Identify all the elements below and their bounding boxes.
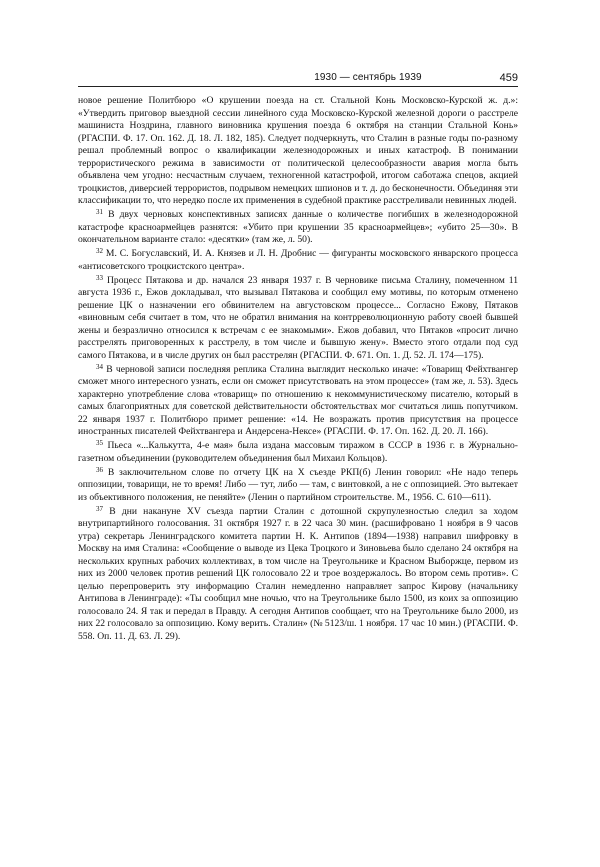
book-page <box>78 70 518 645</box>
endnote-continuation <box>78 95 518 208</box>
endnote <box>78 440 518 465</box>
endnote-text: В дни накануне XV съезда партии Сталин с дотошной скрупулезностью следил за ходом внутрипартийного голосования. 31 октября 1927 г. в 22 часа 30 мин. (расшифровано 1 ноября в 9 часов утра) секретарь Ленинградского комитета партии Н. К. Антипов (1894—1938) направил шифровку в Москву на имя Сталина: «Сообщение о выводе из Цека Троцкого и Зиновьева было сделано 24 октября на нескольких крупных рабочих коллективах, в том числе на Треугольнике и Красном Выборжце, первом из них из 2000 человек против решений ЦК голосовало 22 и трое воздержалось. Во втором семь против». С целью перепроверить эту информацию Сталин немедленно направляет запрос Кирову (начальнику Антипова в Ленинграде): «Ты сообщил мне ночью, что на Треугольнике было 1500, из коих за оппозицию голосовало 24. Я так и передал в Правду. А сегодня Антипов сообщает, что на Треугольнике было 2000, из них 22 голосовало за оппозицию. Кому верить. Сталин» (№ 5123/ш. 1 ноября. 17 час 10 мин.) (РГАСПИ. Ф. 558. Оп. 11. Д. 63. Л. 29). <box>78 505 518 642</box>
endnote-text: Пьеса «...Калькутта, 4-е мая» была издана массовым тиражом в СССР в 1936 г. в Журнально-газетном объединении (руководителем объединения был Михаил Кольцов). <box>78 440 518 464</box>
endnote-number: 36 <box>96 465 103 474</box>
endnote <box>78 467 518 505</box>
endnote-number: 32 <box>96 247 103 255</box>
endnote <box>78 275 518 363</box>
header-rule <box>78 86 518 87</box>
endnote-number: 33 <box>96 273 103 282</box>
endnote <box>78 248 518 273</box>
endnote <box>78 506 518 644</box>
endnote-number: 34 <box>96 362 103 371</box>
endnote-number: 31 <box>96 208 103 216</box>
running-header-section: 1930 — сентябрь 1939 <box>314 72 422 83</box>
endnote-text: новое решение Политбюро «О крушении поезда на ст. Стальной Конь Московско-Курской ж. д.»: «Утвердить приговор выездной сессии линейного суда Московско-Курской железной дороги о расстреле машиниста Ноздрина, главного виновника крушения поезда 6 октября на станции Стальной Конь» (РГАСПИ. Ф. 17. Оп. 162. Д. 18. Л. 182, 185). Следует подчеркнуть, что Сталин в разные годы по-разному решал проблемный вопрос о квалификации железнодорожных и иных катастроф. В понимании террористического режима в зависимости от политической целесообразности авария могла быть объявлена чем угодно: несчастным случаем, техногенной катастрофой, итогом саботажа спецов, акцией троцкистов, диверсией террористов, подрывом немецких шпионов и т. д. до бесконечности. Объединяя эти классификации то, что нередко после их применения в судебной практике расстреливали невинных людей. <box>78 95 518 206</box>
running-header <box>78 70 518 84</box>
endnote <box>78 364 518 439</box>
endnotes <box>78 95 518 643</box>
endnote-text: В заключительном слове по отчету ЦК на X съезде РКП(б) Ленин говорил: «Не надо теперь оппозиции, товарищи, не то время! Либо — тут, либо — там, с винтовкой, а не с оппозицией. Это вытекает из объективного положения, не пеняйте» (Ленин о партийном строительстве. М., 1956. С. 610—611). <box>78 466 518 503</box>
page-number: 459 <box>499 72 518 84</box>
endnote-text: М. С. Богуславский, И. А. Князев и Л. Н. Дробнис — фигуранты московского январского процесса «антисоветского троцкистского центра». <box>78 248 518 272</box>
endnote-number: 35 <box>96 439 103 447</box>
endnote-text: Процесс Пятакова и др. начался 23 января 1937 г. В черновике письма Сталину, помеченном 11 августа 1936 г., Ежов докладывал, что вызывал Пятакова и сообщил ему мотивы, по которым отменено решение ЦК о назначении его обвинителем на августовском процессе... Согласно Ежову, Пятаков «виновным себя считает в том, что не обратил внимания на контрреволюционную работу своей бывшей жены и безразлично относился к встречам с ее знакомыми». Ежов добавил, что Пятаков «просит лично расстрелять приговоренных к расстрелу, в том числе и бывшую жену». Вместо этого отдали под суд самого Пятакова, и в числе других он был расстрелян (РГАСПИ. Ф. 671. Оп. 1. Д. 52. Л. 174—175). <box>78 274 518 361</box>
endnote-text: В черновой записи последняя реплика Сталина выглядит несколько иначе: «Товарищ Фейхтвангер сможет много интересного узнать, если он сможет присутствовать на этом процессе» (там же, л. 53). Здесь характерно употребление слова «товарищ» по отношению к некоммунистическому писателю, который в самых благоприятных для советской действительности обстоятельствах мог считаться лишь попутчиком. 22 января 1937 г. Политбюро примет решение: «14. Не возражать против присутствия на процессе иностранных писателей Фейхтвангера и Андерсена-Нексе» (РГАСПИ. Ф. 17. Оп. 162. Д. 20. Л. 166). <box>78 363 518 437</box>
endnote-number: 37 <box>96 504 103 513</box>
endnote <box>78 209 518 247</box>
endnote-text: В двух черновых конспективных записях данные о количестве погибших в железнодорожной катастрофе красноармейцев разнятся: «Убито при крушении 35 красноармейцев»; «убито 25—30». В окончательном варианте стало: «десятки» (там же, л. 50). <box>78 209 518 245</box>
